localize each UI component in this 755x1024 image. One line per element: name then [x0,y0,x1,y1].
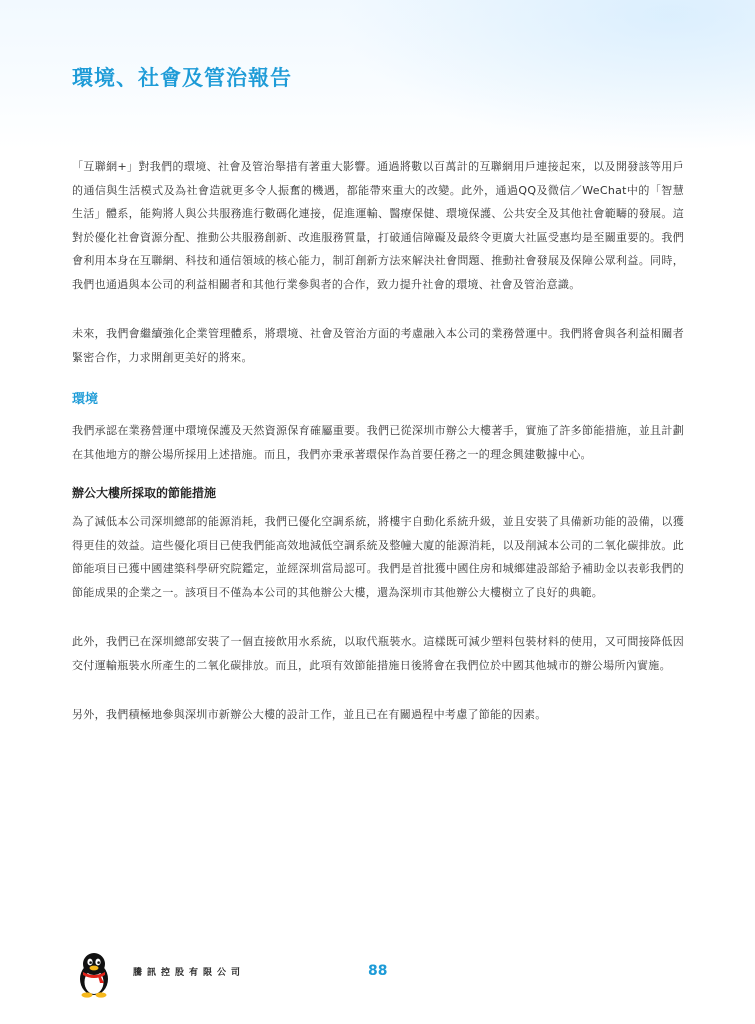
report-body [72,155,684,727]
page-title: 環境、社會及管治報告 [72,66,292,90]
qq-penguin-icon [76,952,112,998]
environment-paragraph: 我們承認在業務營運中環境保護及天然資源保育確屬重要。我們已從深圳市辦公大樓著手，實施了許多節能措施，並且計劃在其他地方的辦公場所採用上述措施。而且，我們亦秉承著環保作為首要任務之一的理念興建數據中心。 [72,424,684,461]
subheading-office-energy-measures: 辦公大樓所採取的節能措施 [72,486,217,500]
office-paragraph-3: 另外，我們積極地參與深圳市新辦公大樓的設計工作，並且已在有關過程中考慮了節能的因素。 [72,708,547,721]
intro-paragraph-2: 未來，我們會繼續強化企業管理體系，將環境、社會及管治方面的考慮融入本公司的業務營運中。我們將會與各利益相關者緊密合作，力求開創更美好的將來。 [72,327,684,364]
page-number: 88 [368,963,388,979]
office-paragraph-1: 為了減低本公司深圳總部的能源消耗，我們已優化空調系統，將樓宇自動化系統升級，並且安裝了具備新功能的設備，以獲得更佳的效益。這些優化項目已使我們能高效地減低空調系統及整幢大廈的能源消耗，以及削減本公司的二氧化碳排放。此節能項目已獲中國建築科學研究院鑑定，並經深圳當局認可。我們是首批獲中國住房和城鄉建設部給予補助金以表彰我們的節能成果的企業之一。該項目不僅為本公司的其他辦公大樓，還為深圳市其他辦公大樓樹立了良好的典範。 [72,515,684,599]
page-footer [0,945,755,1005]
company-name: 騰訊控股有限公司 [133,968,246,978]
intro-paragraph-1: 「互聯網+」對我們的環境、社會及管治舉措有著重大影響。通過將數以百萬計的互聯網用戶連接起來，以及開發該等用戶的通信與生活模式及為社會造就更多令人振奮的機遇，都能帶來重大的改變。此外，通過QQ及微信／WeChat中的「智慧生活」體系，能夠將人與公共服務進行數碼化連接，促進運輸、醫療保健、環境保護、公共安全及其他社會範疇的發展。這對於優化社會資源分配、推動公共服務創新、改進服務質量，打破通信障礙及最終令更廣大社區受惠均是至關重要的。我們會利用本身在互聯網、科技和通信領域的核心能力，制訂創新方法來解決社會問題、推動社會發展及保障公眾利益。同時，我們也通過與本公司的利益相關者和其他行業參與者的合作，致力提升社會的環境、社會及管治意識。 [72,160,684,291]
office-paragraph-2: 此外，我們已在深圳總部安裝了一個直接飲用水系統，以取代瓶裝水。這樣既可減少塑料包裝材料的使用，又可間接降低因交付運輸瓶裝水所產生的二氧化碳排放。而且，此項有效節能措施日後將會在我們位於中國其他城市的辦公場所內實施。 [72,635,684,672]
section-heading-environment: 環境 [72,392,99,407]
